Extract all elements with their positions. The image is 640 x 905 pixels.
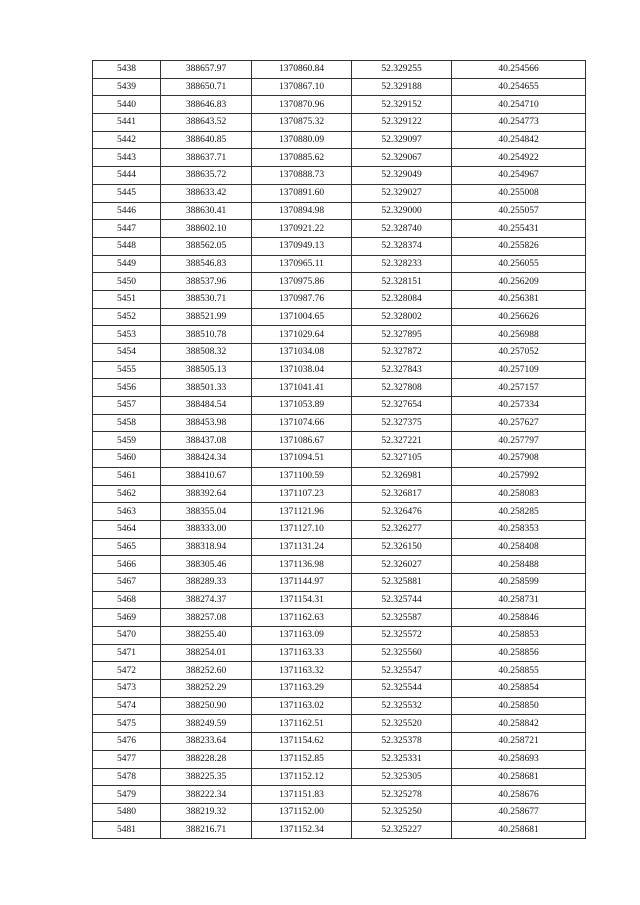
table-row	[93, 450, 586, 468]
y-coordinate-cell: 1371136.98	[252, 556, 352, 574]
x-coordinate-cell: 388546.83	[161, 255, 252, 273]
longitude-cell: 40.258693	[452, 750, 586, 768]
point-number-cell: 5472	[93, 662, 161, 680]
x-coordinate-cell: 388640.85	[161, 131, 252, 149]
longitude-cell: 40.258853	[452, 627, 586, 645]
latitude-cell: 52.328002	[352, 308, 452, 326]
table-row	[93, 290, 586, 308]
latitude-cell: 52.327808	[352, 379, 452, 397]
point-number-cell: 5462	[93, 485, 161, 503]
y-coordinate-cell: 1371163.29	[252, 680, 352, 698]
table-row	[93, 432, 586, 450]
point-number-cell: 5458	[93, 414, 161, 432]
table-row	[93, 680, 586, 698]
y-coordinate-cell: 1370885.62	[252, 149, 352, 167]
latitude-cell: 52.328084	[352, 290, 452, 308]
y-coordinate-cell: 1370965.11	[252, 255, 352, 273]
x-coordinate-cell: 388225.35	[161, 768, 252, 786]
table-row	[93, 397, 586, 415]
x-coordinate-cell: 388254.01	[161, 644, 252, 662]
latitude-cell: 52.327843	[352, 361, 452, 379]
latitude-cell: 52.325378	[352, 733, 452, 751]
longitude-cell: 40.258353	[452, 520, 586, 538]
y-coordinate-cell: 1371086.67	[252, 432, 352, 450]
x-coordinate-cell: 388249.59	[161, 715, 252, 733]
longitude-cell: 40.257157	[452, 379, 586, 397]
table-row	[93, 308, 586, 326]
longitude-cell: 40.255826	[452, 237, 586, 255]
x-coordinate-cell: 388602.10	[161, 220, 252, 238]
point-number-cell: 5446	[93, 202, 161, 220]
longitude-cell: 40.258855	[452, 662, 586, 680]
x-coordinate-cell: 388222.34	[161, 786, 252, 804]
table-row	[93, 344, 586, 362]
point-number-cell: 5479	[93, 786, 161, 804]
latitude-cell: 52.326476	[352, 503, 452, 521]
table-row	[93, 821, 586, 839]
longitude-cell: 40.258721	[452, 733, 586, 751]
point-number-cell: 5464	[93, 520, 161, 538]
coordinates-table	[92, 60, 586, 839]
x-coordinate-cell: 388219.32	[161, 803, 252, 821]
latitude-cell: 52.325547	[352, 662, 452, 680]
longitude-cell: 40.258681	[452, 768, 586, 786]
x-coordinate-cell: 388453.98	[161, 414, 252, 432]
longitude-cell: 40.258599	[452, 573, 586, 591]
x-coordinate-cell: 388333.00	[161, 520, 252, 538]
latitude-cell: 52.325572	[352, 627, 452, 645]
latitude-cell: 52.328740	[352, 220, 452, 238]
x-coordinate-cell: 388510.78	[161, 326, 252, 344]
table-row	[93, 733, 586, 751]
point-number-cell: 5475	[93, 715, 161, 733]
latitude-cell: 52.327105	[352, 450, 452, 468]
latitude-cell: 52.325881	[352, 573, 452, 591]
x-coordinate-cell: 388633.42	[161, 184, 252, 202]
y-coordinate-cell: 1371162.63	[252, 609, 352, 627]
x-coordinate-cell: 388424.34	[161, 450, 252, 468]
longitude-cell: 40.254922	[452, 149, 586, 167]
x-coordinate-cell: 388289.33	[161, 573, 252, 591]
y-coordinate-cell: 1371163.32	[252, 662, 352, 680]
table-row	[93, 485, 586, 503]
point-number-cell: 5443	[93, 149, 161, 167]
table-row	[93, 467, 586, 485]
longitude-cell: 40.254710	[452, 96, 586, 114]
y-coordinate-cell: 1371107.23	[252, 485, 352, 503]
x-coordinate-cell: 388410.67	[161, 467, 252, 485]
latitude-cell: 52.325560	[352, 644, 452, 662]
point-number-cell: 5450	[93, 273, 161, 291]
point-number-cell: 5455	[93, 361, 161, 379]
longitude-cell: 40.256988	[452, 326, 586, 344]
longitude-cell: 40.258677	[452, 803, 586, 821]
longitude-cell: 40.258856	[452, 644, 586, 662]
y-coordinate-cell: 1370949.13	[252, 237, 352, 255]
x-coordinate-cell: 388305.46	[161, 556, 252, 574]
table-row	[93, 520, 586, 538]
y-coordinate-cell: 1371121.96	[252, 503, 352, 521]
longitude-cell: 40.258681	[452, 821, 586, 839]
x-coordinate-cell: 388657.97	[161, 61, 252, 79]
table-row	[93, 750, 586, 768]
y-coordinate-cell: 1371151.83	[252, 786, 352, 804]
point-number-cell: 5470	[93, 627, 161, 645]
y-coordinate-cell: 1371152.34	[252, 821, 352, 839]
longitude-cell: 40.258854	[452, 680, 586, 698]
x-coordinate-cell: 388508.32	[161, 344, 252, 362]
latitude-cell: 52.325520	[352, 715, 452, 733]
x-coordinate-cell: 388501.33	[161, 379, 252, 397]
y-coordinate-cell: 1371053.89	[252, 397, 352, 415]
table-row	[93, 184, 586, 202]
longitude-cell: 40.258488	[452, 556, 586, 574]
longitude-cell: 40.254655	[452, 78, 586, 96]
latitude-cell: 52.328233	[352, 255, 452, 273]
table-row	[93, 503, 586, 521]
table-row	[93, 573, 586, 591]
x-coordinate-cell: 388216.71	[161, 821, 252, 839]
point-number-cell: 5441	[93, 114, 161, 132]
point-number-cell: 5476	[93, 733, 161, 751]
x-coordinate-cell: 388252.60	[161, 662, 252, 680]
latitude-cell: 52.325278	[352, 786, 452, 804]
table-row	[93, 237, 586, 255]
y-coordinate-cell: 1371127.10	[252, 520, 352, 538]
latitude-cell: 52.327895	[352, 326, 452, 344]
x-coordinate-cell: 388484.54	[161, 397, 252, 415]
y-coordinate-cell: 1371154.62	[252, 733, 352, 751]
point-number-cell: 5438	[93, 61, 161, 79]
table-row	[93, 627, 586, 645]
table-row	[93, 538, 586, 556]
y-coordinate-cell: 1371041.41	[252, 379, 352, 397]
latitude-cell: 52.325587	[352, 609, 452, 627]
x-coordinate-cell: 388637.71	[161, 149, 252, 167]
point-number-cell: 5460	[93, 450, 161, 468]
point-number-cell: 5442	[93, 131, 161, 149]
y-coordinate-cell: 1371100.59	[252, 467, 352, 485]
point-number-cell: 5474	[93, 697, 161, 715]
latitude-cell: 52.326981	[352, 467, 452, 485]
x-coordinate-cell: 388646.83	[161, 96, 252, 114]
longitude-cell: 40.254566	[452, 61, 586, 79]
latitude-cell: 52.327221	[352, 432, 452, 450]
table-row	[93, 167, 586, 185]
y-coordinate-cell: 1371154.31	[252, 591, 352, 609]
longitude-cell: 40.254842	[452, 131, 586, 149]
table-row	[93, 78, 586, 96]
longitude-cell: 40.254773	[452, 114, 586, 132]
latitude-cell: 52.329188	[352, 78, 452, 96]
point-number-cell: 5473	[93, 680, 161, 698]
table-row	[93, 715, 586, 733]
latitude-cell: 52.326150	[352, 538, 452, 556]
longitude-cell: 40.257908	[452, 450, 586, 468]
table-row	[93, 768, 586, 786]
table-row	[93, 202, 586, 220]
y-coordinate-cell: 1370975.86	[252, 273, 352, 291]
table-row	[93, 786, 586, 804]
latitude-cell: 52.325305	[352, 768, 452, 786]
x-coordinate-cell: 388505.13	[161, 361, 252, 379]
x-coordinate-cell: 388250.90	[161, 697, 252, 715]
longitude-cell: 40.257992	[452, 467, 586, 485]
point-number-cell: 5440	[93, 96, 161, 114]
point-number-cell: 5481	[93, 821, 161, 839]
table-row	[93, 96, 586, 114]
x-coordinate-cell: 388257.08	[161, 609, 252, 627]
point-number-cell: 5461	[93, 467, 161, 485]
longitude-cell: 40.257109	[452, 361, 586, 379]
x-coordinate-cell: 388437.08	[161, 432, 252, 450]
point-number-cell: 5466	[93, 556, 161, 574]
table-row	[93, 379, 586, 397]
x-coordinate-cell: 388635.72	[161, 167, 252, 185]
y-coordinate-cell: 1371038.04	[252, 361, 352, 379]
longitude-cell: 40.256209	[452, 273, 586, 291]
latitude-cell: 52.325250	[352, 803, 452, 821]
y-coordinate-cell: 1370921.22	[252, 220, 352, 238]
longitude-cell: 40.258842	[452, 715, 586, 733]
y-coordinate-cell: 1370987.76	[252, 290, 352, 308]
longitude-cell: 40.258731	[452, 591, 586, 609]
longitude-cell: 40.255431	[452, 220, 586, 238]
table-row	[93, 326, 586, 344]
longitude-cell: 40.256381	[452, 290, 586, 308]
latitude-cell: 52.329097	[352, 131, 452, 149]
latitude-cell: 52.325227	[352, 821, 452, 839]
longitude-cell: 40.257334	[452, 397, 586, 415]
longitude-cell: 40.256055	[452, 255, 586, 273]
x-coordinate-cell: 388233.64	[161, 733, 252, 751]
table-row	[93, 644, 586, 662]
point-number-cell: 5480	[93, 803, 161, 821]
longitude-cell: 40.255057	[452, 202, 586, 220]
y-coordinate-cell: 1370867.10	[252, 78, 352, 96]
y-coordinate-cell: 1371152.00	[252, 803, 352, 821]
longitude-cell: 40.258850	[452, 697, 586, 715]
y-coordinate-cell: 1371163.33	[252, 644, 352, 662]
latitude-cell: 52.325544	[352, 680, 452, 698]
point-number-cell: 5456	[93, 379, 161, 397]
table-row	[93, 361, 586, 379]
longitude-cell: 40.257627	[452, 414, 586, 432]
latitude-cell: 52.329067	[352, 149, 452, 167]
table-row	[93, 414, 586, 432]
table-row	[93, 609, 586, 627]
latitude-cell: 52.329049	[352, 167, 452, 185]
x-coordinate-cell: 388562.05	[161, 237, 252, 255]
table-row	[93, 273, 586, 291]
longitude-cell: 40.257797	[452, 432, 586, 450]
y-coordinate-cell: 1371152.12	[252, 768, 352, 786]
x-coordinate-cell: 388392.64	[161, 485, 252, 503]
point-number-cell: 5447	[93, 220, 161, 238]
y-coordinate-cell: 1370891.60	[252, 184, 352, 202]
point-number-cell: 5444	[93, 167, 161, 185]
table-row	[93, 220, 586, 238]
latitude-cell: 52.326817	[352, 485, 452, 503]
y-coordinate-cell: 1370894.98	[252, 202, 352, 220]
latitude-cell: 52.329027	[352, 184, 452, 202]
x-coordinate-cell: 388643.52	[161, 114, 252, 132]
x-coordinate-cell: 388228.28	[161, 750, 252, 768]
y-coordinate-cell: 1370870.96	[252, 96, 352, 114]
latitude-cell: 52.329000	[352, 202, 452, 220]
x-coordinate-cell: 388318.94	[161, 538, 252, 556]
point-number-cell: 5469	[93, 609, 161, 627]
point-number-cell: 5451	[93, 290, 161, 308]
table-row	[93, 255, 586, 273]
point-number-cell: 5457	[93, 397, 161, 415]
y-coordinate-cell: 1371004.65	[252, 308, 352, 326]
point-number-cell: 5448	[93, 237, 161, 255]
point-number-cell: 5468	[93, 591, 161, 609]
x-coordinate-cell: 388630.41	[161, 202, 252, 220]
longitude-cell: 40.256626	[452, 308, 586, 326]
point-number-cell: 5445	[93, 184, 161, 202]
table-row	[93, 803, 586, 821]
point-number-cell: 5465	[93, 538, 161, 556]
point-number-cell: 5453	[93, 326, 161, 344]
point-number-cell: 5452	[93, 308, 161, 326]
y-coordinate-cell: 1370875.32	[252, 114, 352, 132]
latitude-cell: 52.328374	[352, 237, 452, 255]
y-coordinate-cell: 1371094.51	[252, 450, 352, 468]
longitude-cell: 40.258285	[452, 503, 586, 521]
latitude-cell: 52.327872	[352, 344, 452, 362]
point-number-cell: 5439	[93, 78, 161, 96]
y-coordinate-cell: 1371029.64	[252, 326, 352, 344]
latitude-cell: 52.325532	[352, 697, 452, 715]
y-coordinate-cell: 1371163.02	[252, 697, 352, 715]
point-number-cell: 5449	[93, 255, 161, 273]
x-coordinate-cell: 388521.99	[161, 308, 252, 326]
longitude-cell: 40.255008	[452, 184, 586, 202]
x-coordinate-cell: 388355.04	[161, 503, 252, 521]
point-number-cell: 5477	[93, 750, 161, 768]
longitude-cell: 40.258676	[452, 786, 586, 804]
table-row	[93, 114, 586, 132]
latitude-cell: 52.328151	[352, 273, 452, 291]
latitude-cell: 52.329152	[352, 96, 452, 114]
longitude-cell: 40.258408	[452, 538, 586, 556]
table-row	[93, 61, 586, 79]
point-number-cell: 5467	[93, 573, 161, 591]
latitude-cell: 52.327654	[352, 397, 452, 415]
table-row	[93, 131, 586, 149]
y-coordinate-cell: 1370860.84	[252, 61, 352, 79]
latitude-cell: 52.326277	[352, 520, 452, 538]
table-row	[93, 697, 586, 715]
y-coordinate-cell: 1371144.97	[252, 573, 352, 591]
point-number-cell: 5478	[93, 768, 161, 786]
latitude-cell: 52.327375	[352, 414, 452, 432]
point-number-cell: 5471	[93, 644, 161, 662]
x-coordinate-cell: 388530.71	[161, 290, 252, 308]
longitude-cell: 40.254967	[452, 167, 586, 185]
point-number-cell: 5459	[93, 432, 161, 450]
y-coordinate-cell: 1371163.09	[252, 627, 352, 645]
longitude-cell: 40.257052	[452, 344, 586, 362]
coordinates-table-body	[93, 61, 586, 839]
y-coordinate-cell: 1371152.85	[252, 750, 352, 768]
latitude-cell: 52.325744	[352, 591, 452, 609]
latitude-cell: 52.329255	[352, 61, 452, 79]
x-coordinate-cell: 388274.37	[161, 591, 252, 609]
x-coordinate-cell: 388252.29	[161, 680, 252, 698]
y-coordinate-cell: 1371074.66	[252, 414, 352, 432]
latitude-cell: 52.326027	[352, 556, 452, 574]
y-coordinate-cell: 1371162.51	[252, 715, 352, 733]
y-coordinate-cell: 1371034.08	[252, 344, 352, 362]
latitude-cell: 52.325331	[352, 750, 452, 768]
x-coordinate-cell: 388255.40	[161, 627, 252, 645]
point-number-cell: 5463	[93, 503, 161, 521]
latitude-cell: 52.329122	[352, 114, 452, 132]
x-coordinate-cell: 388537.96	[161, 273, 252, 291]
table-row	[93, 662, 586, 680]
point-number-cell: 5454	[93, 344, 161, 362]
y-coordinate-cell: 1370888.73	[252, 167, 352, 185]
table-row	[93, 591, 586, 609]
longitude-cell: 40.258846	[452, 609, 586, 627]
y-coordinate-cell: 1370880.09	[252, 131, 352, 149]
y-coordinate-cell: 1371131.24	[252, 538, 352, 556]
x-coordinate-cell: 388650.71	[161, 78, 252, 96]
table-row	[93, 556, 586, 574]
table-row	[93, 149, 586, 167]
longitude-cell: 40.258083	[452, 485, 586, 503]
